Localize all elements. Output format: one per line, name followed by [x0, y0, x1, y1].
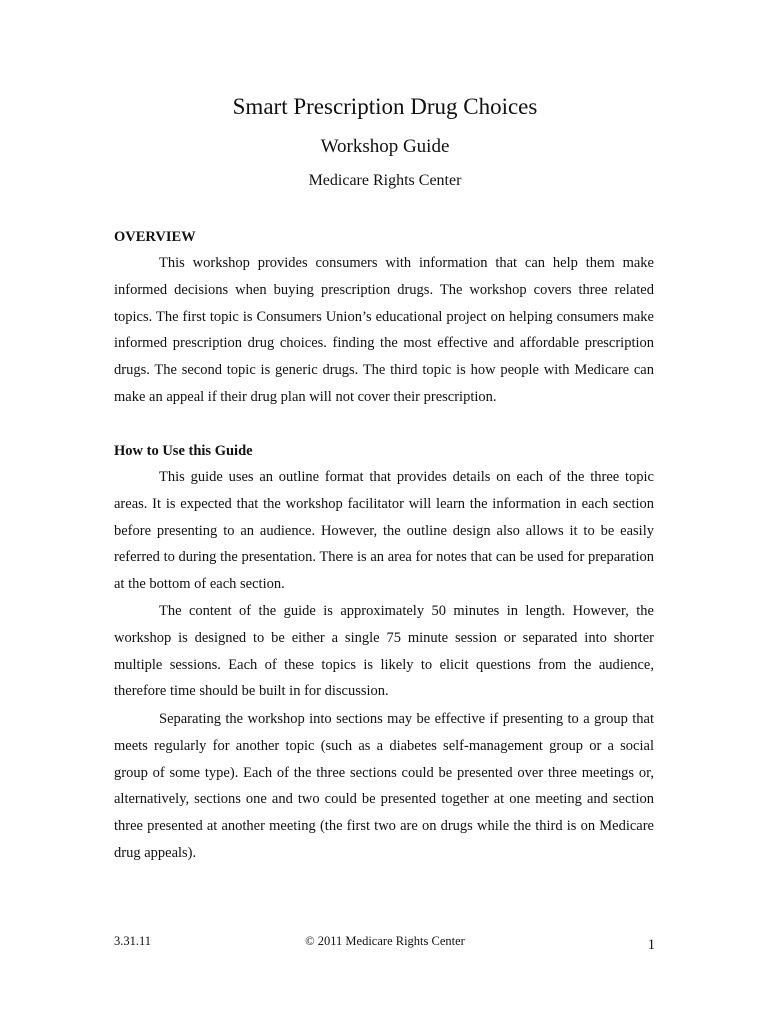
page-number: 1	[647, 937, 655, 953]
overview-paragraph: This workshop provides consumers with information that can help them make informed decisions when buying prescription drugs. The workshop covers three related topics. The first topic is Consumers Union’s educational project on helping consumers make informed prescription drug choices. finding the most effective and affordable prescription drugs. The second topic is generic drugs. The third topic is how people with Medicare can make an appeal if their drug plan will not cover their prescription.	[114, 255, 654, 405]
section-heading-overview: OVERVIEW	[114, 229, 196, 245]
footer-copyright: © 2011 Medicare Rights Center	[305, 934, 465, 948]
how-to-paragraph-3: Separating the workshop into sections may be effective if presenting to a group that meets regularly for another topic (such as a diabetes self-management group or a social group of some type). Each of the three sections could be presented over three meetings or, alternatively, sections one and two could be presented together at one meeting and section three presented at another meeting (the first two are on drugs while the third is on Medicare drug appeals).	[114, 711, 654, 861]
organization-name: Medicare Rights Center	[308, 172, 462, 189]
how-to-paragraph-2: The content of the guide is approximately 50 minutes in length. However, the workshop is designed to be either a single 75 minute session or separated into shorter multiple sessions. Each of these topics is likely to elicit questions from the audience, therefore time should be built in for discussion.	[114, 603, 654, 700]
section-heading-how-to-use: How to Use this Guide	[114, 443, 253, 459]
footer-date: 3.31.11	[114, 934, 152, 948]
document-title: Smart Prescription Drug Choices	[232, 94, 538, 119]
document-subtitle: Workshop Guide	[320, 136, 450, 157]
how-to-paragraph-1: This guide uses an outline format that provides details on each of the three topic areas. It is expected that the workshop facilitator will learn the information in each section before presenting to an audience. However, the outline design also allows it to be easily referred to during the presentation. There is an area for notes that can be used for preparation at the bottom of each section.	[114, 469, 654, 593]
